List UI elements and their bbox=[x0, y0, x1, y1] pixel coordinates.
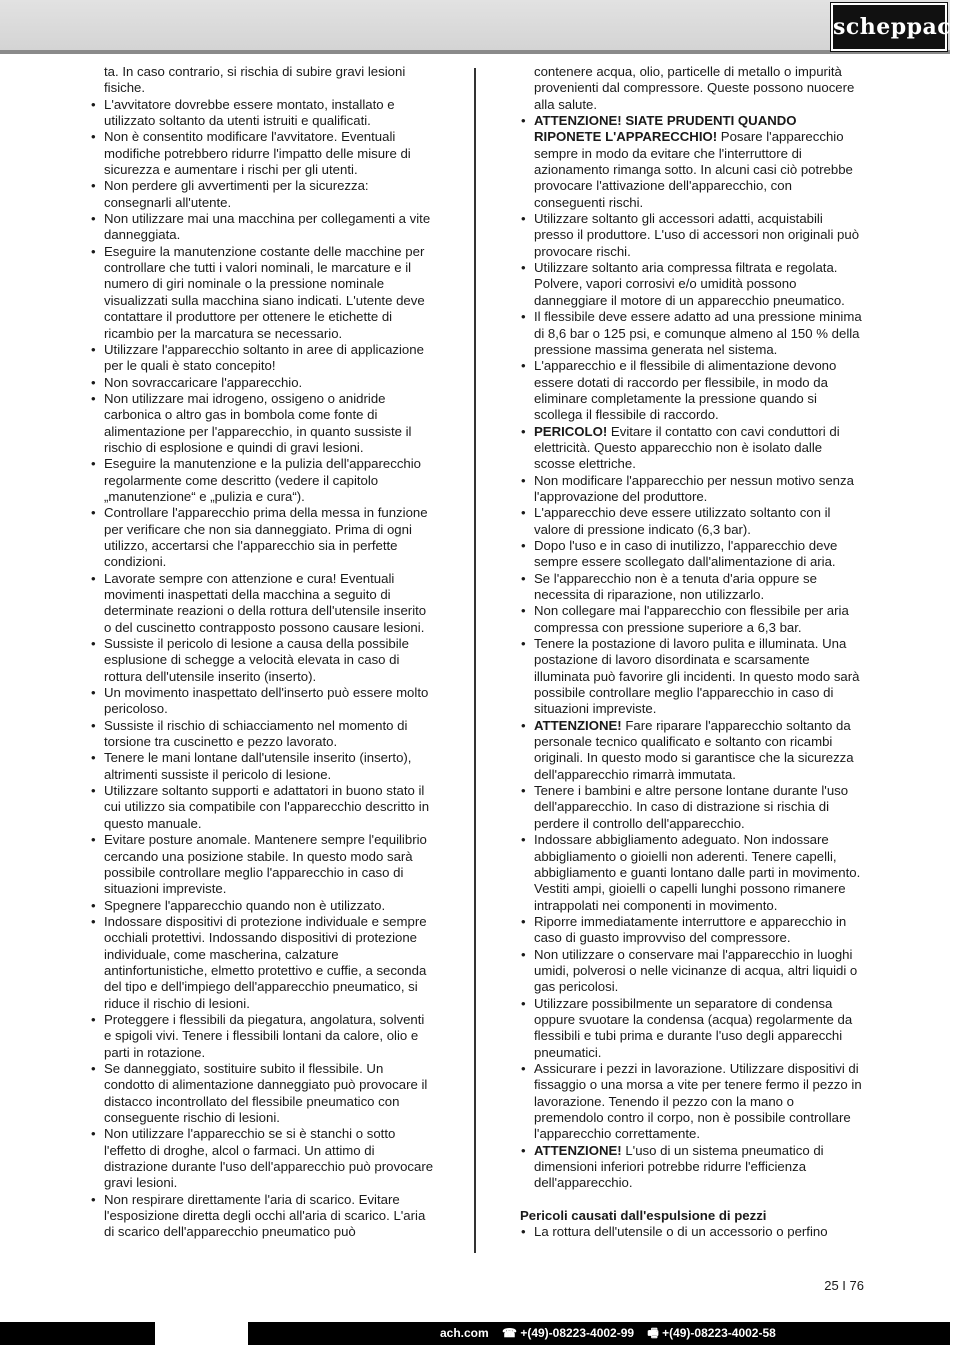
list-item: • Proteggere i flessibili da piegatura, angolatura, solventi e spigoli vivi. Tenere i flessibili lontani da calore, olio e parti in rotazione. bbox=[90, 1012, 435, 1061]
list-item-text: Evitare il contatto con cavi conduttori di elettricità. Questo apparecchio non è isolato dalle scosse elettriche. bbox=[534, 423, 840, 472]
list-item: • Controllare l'apparecchio prima della messa in funzione per verificare che non sia danneggiato. Prima di ogni utilizzo, accertarsi che l'apparecchio sia in perfette condizioni. bbox=[90, 505, 435, 570]
list-item-text: Fare riparare l'apparecchio soltanto da personale tecnico qualificato e soltanto con ricambi originali. In questo modo si garantisce che la sicurezza dell'apparecchio rimarrà immutata. bbox=[534, 717, 854, 782]
list-item bbox=[520, 832, 865, 914]
list-item: • Se danneggiato, sostituire subito il flessibile. Un condotto di alimentazione danneggiato può provocare il distacco incontrollato del flessibile pneumatico con conseguente rischio di lesioni. bbox=[90, 1061, 435, 1126]
list-item-text: Indossare abbigliamento adeguato. Non indossare abbigliamento o gioielli non aderenti. Tenere capelli, abbigliamento e guanti lontano dalle parti in movimento. Vestiti ampi, gioielli o capelli lunghi possono rimanere intrappolati nei componenti in movimento. bbox=[534, 832, 861, 913]
list-item: • Evitare posture anomale. Mantenere sempre l'equilibrio cercando una posizione stabile. In questo modo sarà possibile controllare meglio l'apparecchio in caso di situazioni impreviste. bbox=[90, 832, 435, 897]
list-item bbox=[520, 211, 865, 260]
footer-website: ach.com bbox=[440, 1326, 489, 1340]
warning-label: ATTENZIONE! SIATE PRUDENTI QUANDO RIPONETE L'APPARECCHIO! bbox=[534, 113, 797, 145]
list-item bbox=[520, 1061, 865, 1143]
list-item: • Eseguire la manutenzione e la pulizia dell'apparecchio regolarmente come descritto (vedere il capitolo „manutenzione“ e „pulizia e cura“). bbox=[90, 456, 435, 505]
left-column bbox=[90, 64, 435, 1241]
right-column bbox=[520, 64, 865, 1240]
list-item bbox=[520, 260, 865, 309]
list-item-text: Tenere i bambini e altre persone lontane durante l'uso dell'apparecchio. In caso di distrazione si rischia di perdere il controllo dell'apparecchio. bbox=[534, 783, 849, 831]
left-continuation-text: ta. In caso contrario, si rischia di subire gravi lesioni fisiche. bbox=[104, 64, 406, 96]
list-item bbox=[520, 636, 865, 718]
list-item bbox=[520, 538, 865, 571]
list-item bbox=[520, 113, 865, 211]
warning-label: ATTENZIONE! bbox=[534, 717, 622, 733]
list-item bbox=[520, 783, 865, 832]
list-item-text: Utilizzare soltanto aria compressa filtrata e regolata. Polvere, vapori corrosivi e/o umidità possono danneggiare il motore di un apparecchio pneumatico. bbox=[534, 260, 845, 308]
list-item-text: Il flessibile deve essere adatto ad una pressione minima di 8,6 bar o 125 psi, e comunque almeno al 150 % della pressione massima generata nel sistema. bbox=[534, 309, 862, 357]
list-item-text: Posare l'apparecchio sempre in modo da evitare che l'interruttore di azionamento rimanga sotto. In alcuni casi ciò potrebbe provocare l'attivazione dell'apparecchio, con conseguenti rischi. bbox=[534, 129, 853, 210]
footer-fax: 🖷 +(49)-08223-4002-58 bbox=[647, 1326, 776, 1340]
list-item bbox=[520, 947, 865, 996]
list-item bbox=[520, 718, 865, 783]
list-item-text: Dopo l'uso e in caso di inutilizzo, l'apparecchio deve sempre essere scollegato dall'alimentazione di aria. bbox=[534, 537, 838, 570]
list-item bbox=[520, 603, 865, 636]
list-item-text: Riporre immediatamente interruttore e apparecchio in caso di guasto improvviso del compressore. bbox=[534, 913, 847, 946]
list-item: • Utilizzare soltanto supporti e adattatori in buono stato il cui utilizzo sia compatibile con l'apparecchio descritto in questo manuale. bbox=[90, 783, 435, 832]
list-item bbox=[520, 505, 865, 538]
warning-label: PERICOLO! bbox=[534, 423, 608, 439]
list-item: • Indossare dispositivi di protezione individuale e sempre occhiali protettivi. Indossando dispositivi di protezione individuale, come mascherina, calzature antinfortunistiche, elmetto protettivo e cuffie, a seconda del tipo e dell'impiego dell'apparecchio pneumatico, si riduce il rischio di lesioni. bbox=[90, 914, 435, 1012]
list-item: • Non utilizzare l'apparecchio se si è stanchi o sotto l'effetto di droghe, alcol o farmaci. Un attimo di distrazione durante l'uso dell'apparecchio può provocare gravi lesioni. bbox=[90, 1126, 435, 1191]
list-item-text: Utilizzare soltanto gli accessori adatti, acquistabili presso il produttore. L'uso di accessori non originali può provocare rischi. bbox=[534, 211, 860, 259]
list-item-text: Non modificare l'apparecchio per nessun motivo senza l'approvazione del produttore. bbox=[534, 472, 854, 504]
list-item: • La rottura dell'utensile o di un accessorio o perfino bbox=[520, 1224, 865, 1240]
header-bar bbox=[0, 0, 950, 50]
list-item bbox=[520, 473, 865, 506]
left-bullet-list bbox=[90, 97, 435, 1241]
list-item: • Non utilizzare mai una macchina per collegamenti a vite danneggiata. bbox=[90, 211, 435, 244]
list-item: • Non utilizzare mai idrogeno, ossigeno o anidride carbonica o altro gas in bombola come fonte di alimentazione per l'apparecchio, in quanto sussiste il rischio di esplosione e quindi di gravi lesioni. bbox=[90, 391, 435, 456]
list-item bbox=[520, 996, 865, 1061]
list-item: • Sussiste il pericolo di lesione a causa della possibile esplusione di schegge a velocità elevata in caso di rottura dell'utensile inserito (inserto). bbox=[90, 636, 435, 685]
right-bullet-list bbox=[520, 113, 865, 1192]
list-item-text: Non collegare mai l'apparecchio con flessibile per aria compressa con pressione superiore a 6,3 bar. bbox=[534, 603, 849, 635]
list-item: • Non perdere gli avvertimenti per la sicurezza: consegnarli all'utente. bbox=[90, 178, 435, 211]
list-item bbox=[520, 424, 865, 473]
list-item: • Spegnere l'apparecchio quando non è utilizzato. bbox=[90, 898, 435, 914]
list-item: • Eseguire la manutenzione costante delle macchine per controllare che tutti i valori nominali, le marcature e il numero di giri nominale o la pressione nominale visualizzati sulla macchina siano indicati. L'utente deve contattare il produttore per ottenere le etichette di ricambio per la marcatura se necessario. bbox=[90, 244, 435, 342]
list-item: • Non sovraccaricare l'apparecchio. bbox=[90, 375, 435, 391]
right-continuation-text: contenere acqua, olio, particelle di metallo o impurità provenienti dal compressore. Queste possono nuocere alla salute. bbox=[534, 64, 855, 112]
footer-gap bbox=[155, 1322, 248, 1345]
list-item: • Un movimento inaspettato dell'inserto può essere molto pericoloso. bbox=[90, 685, 435, 718]
scheppach-logo: scheppach bbox=[831, 3, 947, 51]
list-item-text: Tenere la postazione di lavoro pulita e illuminata. Una postazione di lavoro disordinata e scarsamente illuminata può favorire gli incidenti. In questo modo sarà possibile controllare meglio l'apparecchio in caso di situazioni impreviste. bbox=[534, 636, 860, 717]
list-item: • Utilizzare l'apparecchio soltanto in aree di applicazione per le quali è stato concepito! bbox=[90, 342, 435, 375]
column-divider bbox=[474, 68, 476, 1253]
page-number: 25 I 76 bbox=[824, 1278, 864, 1293]
warning-label: ATTENZIONE! bbox=[534, 1142, 622, 1158]
section-bullet-list bbox=[520, 1224, 865, 1240]
list-item: • Lavorate sempre con attenzione e cura! Eventuali movimenti inaspettati della macchina a seguito di determinate reazioni o della rottura dell'utensile inserito o del cuscinetto contrapposto possono causare lesioni. bbox=[90, 571, 435, 636]
footer-phone: ☎ +(49)-08223-4002-99 bbox=[502, 1326, 635, 1340]
list-item-text: Assicurare i pezzi in lavorazione. Utilizzare dispositivi di fissaggio o una morsa a vite per tenere fermo il pezzo in lavorazione. Tenendo il pezzo con la mano o premendolo contro il corpo, non è possibile controllare l'apparecchio correttamente. bbox=[534, 1060, 862, 1142]
list-item bbox=[520, 571, 865, 604]
list-item: • Non è consentito modificare l'avvitatore. Eventuali modifiche potrebbero ridurre l'impatto delle misure di sicurezza e aumentare i rischi per gli utenti. bbox=[90, 129, 435, 178]
footer-contact bbox=[440, 1322, 786, 1345]
list-item bbox=[520, 914, 865, 947]
list-item-text: L'apparecchio e il flessibile di alimentazione devono essere dotati di raccordo per flessibile, in modo da eliminare completamente la pressione quando si scollega il flessibile di raccordo. bbox=[534, 358, 837, 423]
list-item-text: L'uso di un sistema pneumatico di dimensioni inferiori potrebbe ridurre l'efficienza dell'apparecchio. bbox=[534, 1142, 824, 1191]
list-item bbox=[520, 309, 865, 358]
header-divider bbox=[0, 50, 950, 54]
list-item-text: Non utilizzare o conservare mai l'apparecchio in luoghi umidi, polverosi o nelle vicinanze di acqua, altri liquidi o gas pericolosi. bbox=[534, 946, 858, 995]
list-item bbox=[520, 358, 865, 423]
list-item: • Non respirare direttamente l'aria di scarico. Evitare l'esposizione diretta degli occhi all'aria di scarico. L'aria di scarico dell'apparecchio pneumatico può bbox=[90, 1192, 435, 1241]
section-title: Pericoli causati dall'espulsione di pezzi bbox=[520, 1207, 767, 1223]
list-item-text: Utilizzare possibilmente un separatore di condensa oppure svuotare la condensa (acqua) regolarmente da flessibili e tubi prima e durante l'uso degli apparecchi pneumatici. bbox=[534, 995, 853, 1060]
list-item: • Sussiste il rischio di schiacciamento nel momento di torsione tra cuscinetto e pezzo lavorato. bbox=[90, 718, 435, 751]
list-item: • L'avvitatore dovrebbe essere montato, installato e utilizzato soltanto da utenti istruiti e qualificati. bbox=[90, 97, 435, 130]
list-item-text: L'apparecchio deve essere utilizzato soltanto con il valore di pressione indicato (6,3 bar). bbox=[534, 505, 831, 537]
list-item-text: Se l'apparecchio non è a tenuta d'aria oppure se necessita di riparazione, non utilizzarlo. bbox=[534, 570, 817, 602]
list-item bbox=[520, 1143, 865, 1192]
list-item: • Tenere le mani lontane dall'utensile inserito (inserto), altrimenti sussiste il pericolo di lesione. bbox=[90, 750, 435, 783]
